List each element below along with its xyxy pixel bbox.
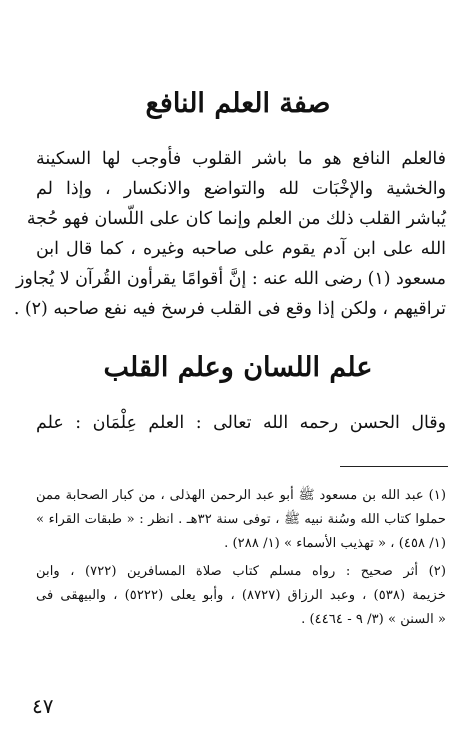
body-line-1: فالعلم النافع هو ما باشر القلوب فأوجب لها السكينة [36, 149, 446, 169]
body-line-6: تراقيهم ، ولكن إذا وقع فى القلب فرسخ فيه نفع صاحبه (٢) . [13, 299, 446, 319]
footnote-2-line-2: خزيمة (٥٣٨) ، وعبد الرزاق (٨٧٢٧) ، وأبو يعلى (٥٢٢٢) ، والبيهقى فى [36, 588, 446, 603]
footnote-separator [340, 466, 448, 467]
footnote-2-line-1: (٢) أثر صحيح : رواه مسلم كتاب صلاة المسافرين (٧٢٢) ، وابن [36, 564, 446, 579]
section-title-tongue-and-heart: علم اللسان وعلم القلب [103, 352, 373, 383]
body-line-2: والخشية والإخْبَات لله والتواضع والانكسار ، وإذا لم [36, 179, 446, 199]
body-line-4: الله على ابن آدم يقوم على صاحبه وغيره ، كما قال ابن [36, 239, 446, 259]
body-line-3: يُباشر القلب ذلك من العلم وإنما كان على اللّسان فهو حُجة [26, 209, 446, 229]
page-number: ٤٧ [32, 694, 54, 718]
footnote-2-line-3: « السنن » (٣/ ٩ - ٤٤٦٤) . [301, 612, 446, 627]
body-line-5: مسعود (١) رضى الله عنه : إنَّ أقوامًا يقرأون القُرآن لا يُجاوز [16, 269, 446, 289]
footnote-1-line-3: (١/ ٤٥٨) ، « تهذيب الأسماء » (١/ ٢٨٨) . [224, 536, 446, 551]
body-line-7: وقال الحسن رحمه الله تعالى : العلم عِلْمَان : علم [36, 413, 446, 433]
footnote-1-line-1: (١) عبد الله بن مسعود ﷺ أبو عبد الرحمن الهذلى ، من كبار الصحابة ممن [36, 488, 446, 503]
section-title-beneficial-knowledge: صفة العلم النافع [145, 88, 331, 119]
footnote-1-line-2: حملوا كتاب الله وسُنة نبيه ﷺ ، توفى سنة ٣٢هـ . انظر : « طبقات القراء » [36, 512, 446, 527]
